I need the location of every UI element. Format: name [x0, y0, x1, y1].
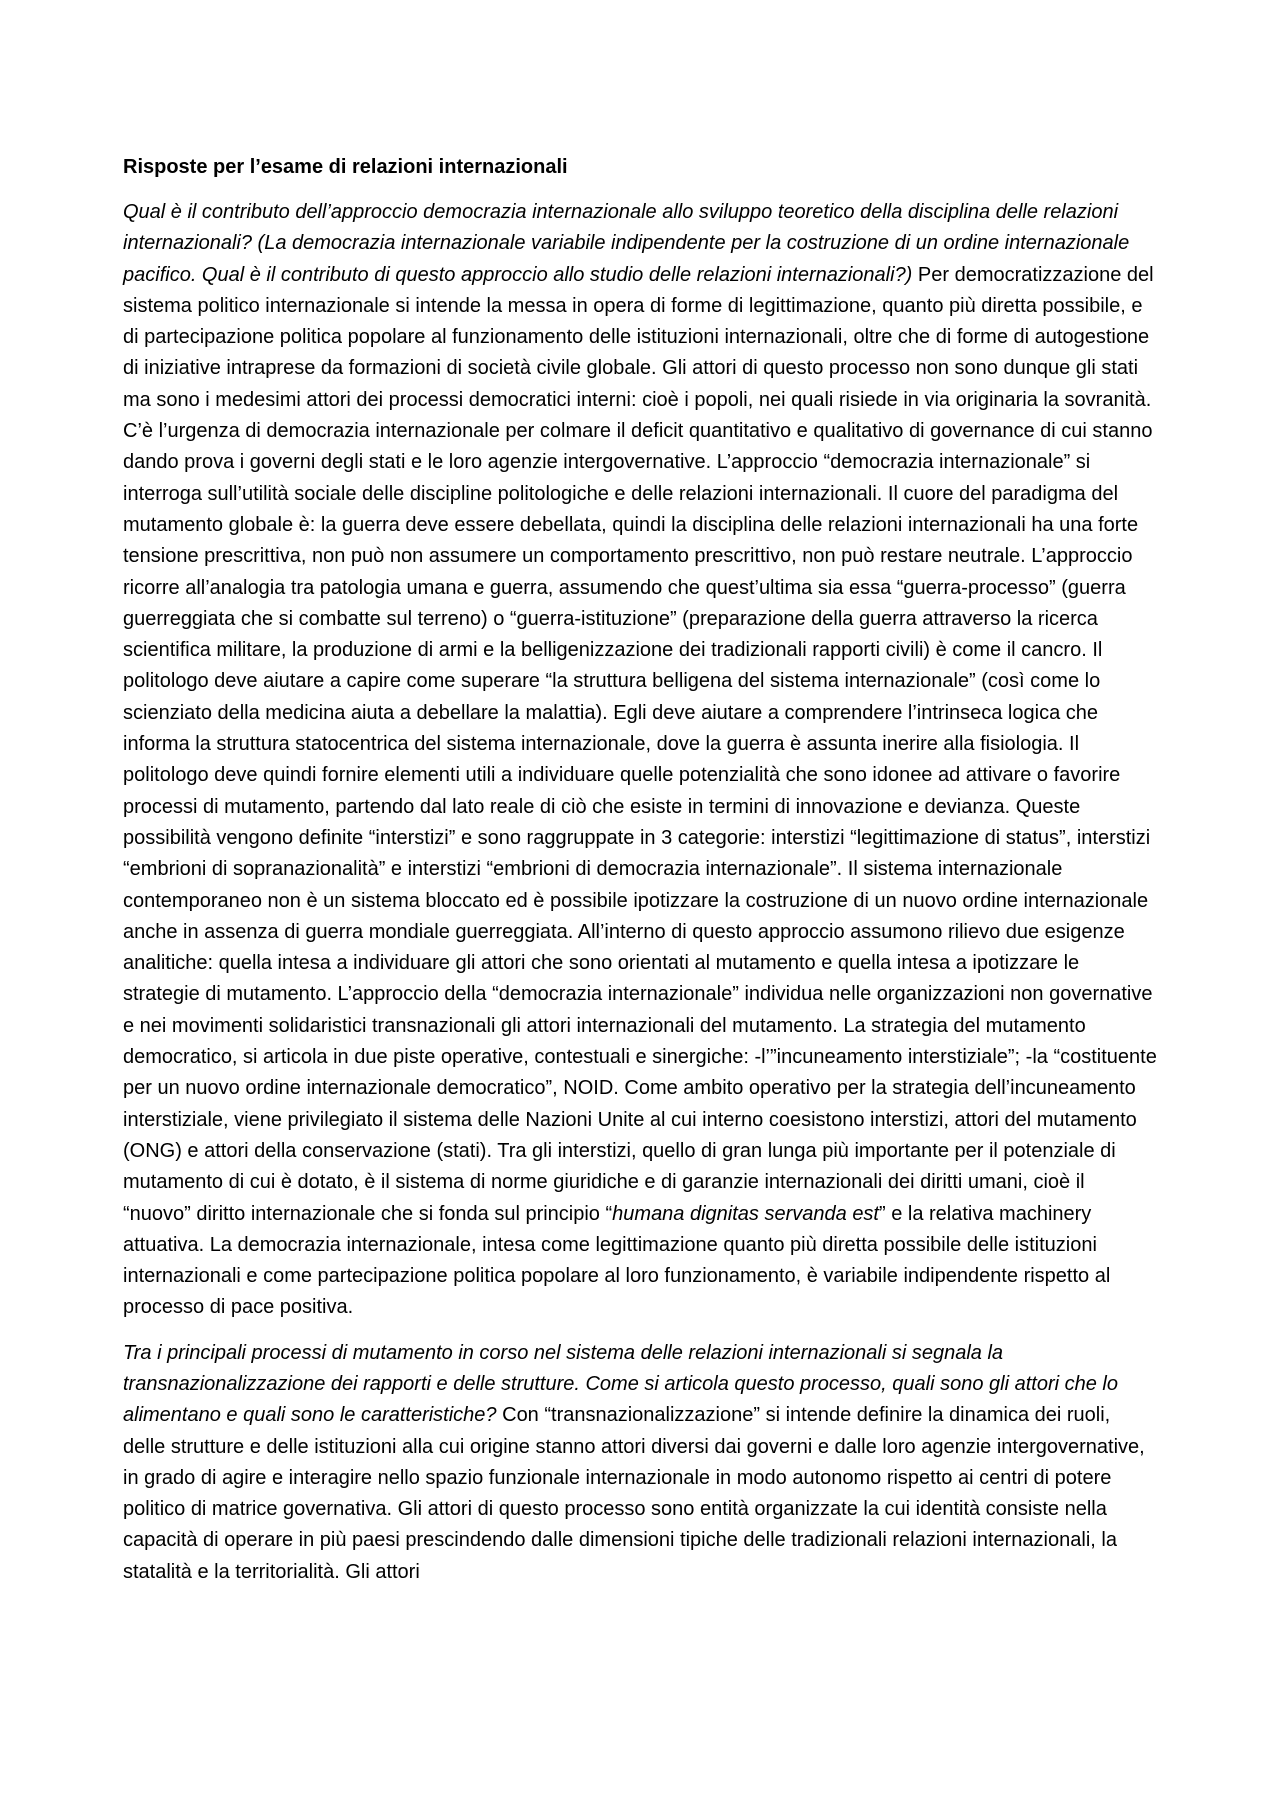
document-title: Risposte per l’esame di relazioni internazionali: [123, 156, 568, 178]
document-page: [123, 152, 1157, 1602]
question-1: Qual è il contributo dell’approccio democrazia internazionale allo sviluppo teoretico della disciplina delle relazioni internazionali? (La democrazia internazionale variabile indipendente per la costruzione di un ordine internazionale pacifico. Qual è il contributo di questo approccio allo studio delle relazioni internazionali?): [123, 201, 1130, 286]
question-2: Tra i principali processi di mutamento in corso nel sistema delle relazioni internazionali si segnala la transnazionalizzazione dei rapporti e delle strutture. Come si articola questo processo, quali sono gli attori che lo alimentano e quali sono le caratteristiche?: [123, 1341, 1118, 1427]
answer-1-part-1: Per democratizzazione del sistema politico internazionale si intende la messa in opera di forme di legittimazione, quanto più diretta possibile, e di partecipazione politica popolare al funzionamento delle istituzioni internazionali, oltre che di forme di autogestione di iniziative intraprese da formazioni di società civile globale. Gli attori di questo processo non sono dunque gli stati ma sono i medesimi attori dei processi democratici interni: cioè i popoli, nei quali risiede in via originaria la sovranità. C’è l’urgenza di democrazia internazionale per colmare il deficit quantitativo e qualitativo di governance di cui stanno dando prova i governi degli stati e le loro agenzie intergovernative. L’approccio “democrazia internazionale” si interroga sull’utilità sociale delle discipline politologiche e delle relazioni internazionali. Il cuore del paradigma del mutamento globale è: la guerra deve essere debellata, quindi la disciplina delle relazioni internazionali ha una forte tensione prescrittiva, non può non assumere un comportamento prescrittivo, non può restare neutrale. L’approccio ricorre all’analogia tra patologia umana e guerra, assumendo che quest’ultima sia essa “guerra-processo” (guerra guerreggiata che si combatte sul terreno) o “guerra-istituzione” (preparazione della guerra attraverso la ricerca scientifica militare, la produzione di armi e la belligenizzazione dei tradizionali rapporti civili) è come il cancro. Il politologo deve aiutare a capire come superare “la struttura belligena del sistema internazionale” (così come lo scienziato della medicina aiuta a debellare la malattia). Egli deve aiutare a comprendere l’intrinseca logica che informa la struttura statocentrica del sistema internazionale, dove la guerra è assunta inerire alla fisiologia. Il politologo deve quindi fornire elementi utili a individuare quelle potenzialità che sono idonee ad attivare o favorire processi di mutamento, partendo dal lato reale di ciò che esiste in termini di innovazione e devianza. Queste possibilità vengono definite “interstizi” e sono raggruppate in 3 categorie: interstizi “legittimazione di status”, interstizi “embrioni di sopranazionalità” e interstizi “embrioni di democrazia internazionale”. Il sistema internazionale contemporaneo non è un sistema bloccato ed è possibile ipotizzare la costruzione di un nuovo ordine internazionale anche in assenza di guerra mondiale guerreggiata. All’interno di questo approccio assumono rilievo due esigenze analitiche: quella intesa a individuare gli attori che sono orientati al mutamento e quella intesa a ipotizzare le strategie di mutamento. L’approccio della “democrazia internazionale” individua nelle organizzazioni non governative e nei movimenti solidaristici transnazionali gli attori internazionali del mutamento. La strategia del mutamento democratico, si articola in due piste operative, contestuali e sinergiche: -l’”incuneamento interstiziale”; -la “costituente per un nuovo ordine internazionale democratico”, NOID. Come ambito operativo per la strategia dell’incuneamento interstiziale, viene privilegiato il sistema delle Nazioni Unite al cui interno coesistono interstizi, attori del mutamento (ONG) e attori della conservazione (stati). Tra gli interstizi, quello di gran lunga più importante per il potenziale di mutamento di cui è dotato, è il sistema di norme giuridiche e di garanzie internazionali dei diritti umani, cioè il “nuovo” diritto internazionale che si fonda sul principio “: [123, 263, 1157, 1225]
paragraph-transnazionalizzazione: [123, 1338, 1157, 1588]
paragraph-democrazia-internazionale: [123, 197, 1157, 1324]
answer-2: Con “transnazionalizzazione” si intende definire la dinamica dei ruoli, delle strutture e delle istituzioni alla cui origine stanno attori diversi dai governi e dalle loro agenzie intergovernative, in grado di agire e interagire nello spazio funzionale internazionale in modo autonomo rispetto ai centri di potere politico di matrice governativa. Gli attori di questo processo sono entità organizzate la cui identità consiste nella capacità di operare in più paesi prescindendo dalle dimensioni tipiche delle tradizionali relazioni internazionali, la statalità e la territorialità. Gli attori: [123, 1404, 1145, 1583]
answer-1-part-2: ” e la relativa machinery attuativa. La democrazia internazionale, intesa come legittimazione quanto più diretta possibile delle istituzioni internazionali e come partecipazione politica popolare al loro funzionamento, è variabile indipendente rispetto al processo di pace positiva.: [123, 1202, 1111, 1319]
latin-phrase: humana dignitas servanda est: [612, 1202, 879, 1225]
